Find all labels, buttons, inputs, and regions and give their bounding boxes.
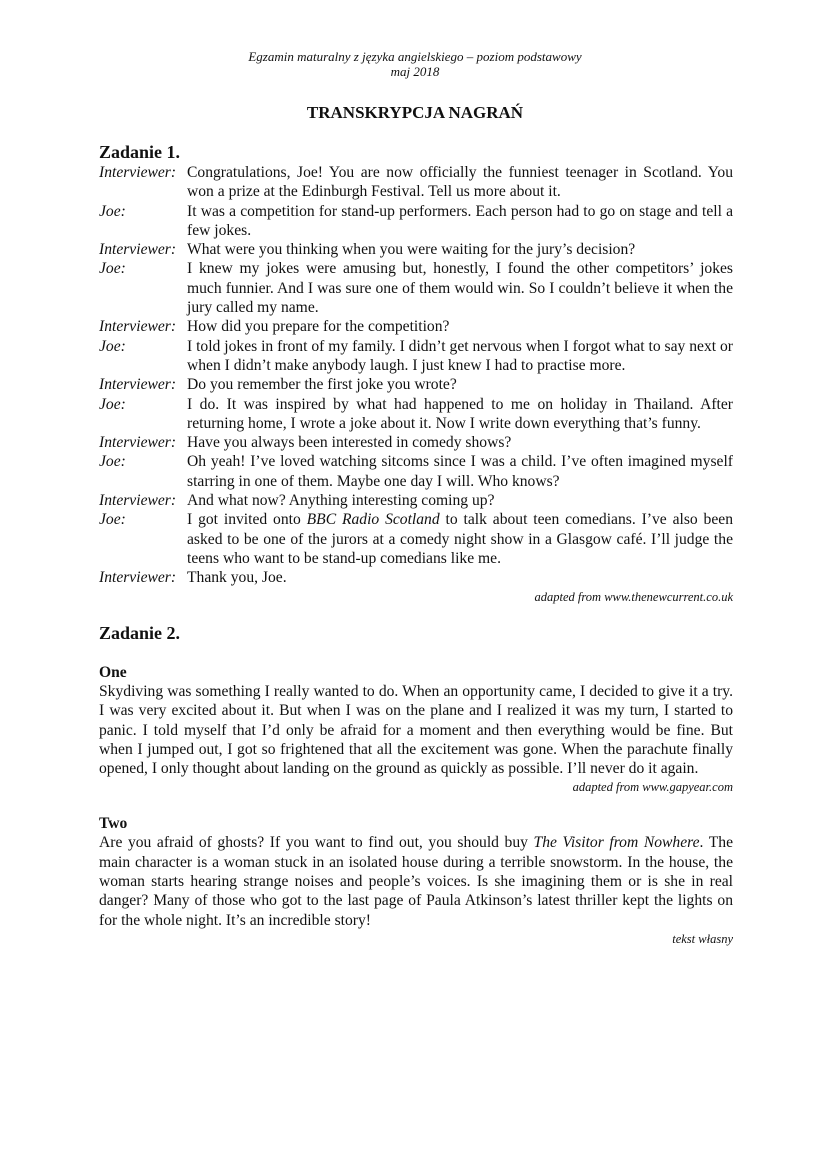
- dialogue-turn: [99, 375, 733, 394]
- dialogue-turn: [99, 202, 733, 241]
- dialogue-turn: [99, 510, 733, 568]
- task2-heading: Zadanie 2.: [99, 623, 181, 643]
- task2-section: [99, 622, 733, 949]
- utterance: What were you thinking when you were waiting for the jury’s decision?: [187, 241, 636, 259]
- dialogue-turn: [99, 259, 733, 317]
- speaker-label: Joe:: [99, 202, 126, 220]
- speaker-label: Interviewer:: [99, 376, 177, 394]
- task1-source: adapted from www.thenewcurrent.co.uk: [534, 589, 733, 604]
- text-two-source: tekst własny: [672, 931, 733, 946]
- utterance: I told jokes in front of my family. I didn’t get nervous when I forgot what to say next or when I didn’t make anybody laugh. I just knew I had to practise more.: [187, 337, 733, 374]
- dialogue-turn: [99, 240, 733, 259]
- speaker-label: Joe:: [99, 395, 126, 413]
- utterance: Oh yeah! I’ve loved watching sitcoms since I was a child. I’ve often imagined myself starring in one of them. Maybe one day I will. Who knows?: [187, 453, 733, 490]
- dialogue: [99, 163, 733, 588]
- text-two-body: [99, 833, 733, 929]
- dialogue-turn: [99, 568, 733, 587]
- dialogue-turn: [99, 337, 733, 376]
- utterance-part: I got invited onto: [187, 511, 307, 529]
- speaker-label: Interviewer:: [99, 569, 177, 587]
- dialogue-turn: [99, 163, 733, 202]
- speaker-label: Interviewer:: [99, 164, 177, 181]
- task1-heading: Zadanie 1.: [99, 142, 181, 162]
- page-title: TRANSKRYPCJA NAGRAŃ: [306, 103, 524, 122]
- utterance: Do you remember the first joke you wrote?: [187, 376, 457, 394]
- task1-section: [99, 141, 733, 607]
- exam-header: [0, 49, 830, 79]
- radio-station-name: BBC Radio Scotland: [306, 511, 440, 529]
- dialogue-turn: [99, 491, 733, 510]
- text-two-heading: Two: [99, 815, 128, 833]
- utterance: It was a competition for stand-up performers. Each person had to go on stage and tell a few jokes.: [187, 202, 733, 239]
- speaker-label: Interviewer:: [99, 241, 177, 259]
- speaker-label: Interviewer:: [99, 318, 177, 336]
- speaker-label: Interviewer:: [99, 434, 177, 452]
- dialogue-turn: [99, 433, 733, 452]
- utterance: How did you prepare for the competition?: [187, 318, 450, 336]
- text-two-after: . The main character is a woman stuck in an isolated house during a terrible snowstorm. In the house, the woman starts hearing strange noises and people’s voices. Is she imagining them or is she in real danger? Many of those who got to the last page of Paula Atkinson’s latest thriller kept the lights on for the whole night. It’s an incredible story!: [99, 834, 733, 929]
- text-one-source: adapted from www.gapyear.com: [572, 780, 733, 795]
- text-two-before: Are you afraid of ghosts? If you want to find out, you should buy: [99, 834, 534, 852]
- speaker-label: Joe:: [99, 260, 126, 278]
- speaker-label: Joe:: [99, 453, 126, 471]
- text-one-heading: One: [99, 664, 127, 681]
- utterance: Have you always been interested in comedy shows?: [187, 434, 512, 452]
- exam-header-line1: Egzamin maturalny z języka angielskiego – poziom podstawowy: [248, 49, 582, 64]
- dialogue-turn: [99, 452, 733, 491]
- utterance: Congratulations, Joe! You are now officially the funniest teenager in Scotland. You won a prize at the Edinburgh Festival. Tell us more about it.: [187, 164, 733, 201]
- text-one-body: Skydiving was something I really wanted to do. When an opportunity came, I decided to give it a try. I was very excited about it. But when I was on the plane and I realized it was my turn, I started to panic. I told myself that I’d only be afraid for a moment and then everything would be fine. But when I jumped out, I got so frightened that all the excitement was gone. When the parachute finally opened, I only thought about landing on the ground as quickly as possible. I’ll never do it again.: [99, 683, 733, 778]
- speaker-label: Interviewer:: [99, 492, 177, 510]
- utterance-part: to talk about teen comedians. I’ve also been asked to be one of the jurors at a comedy night show in a Glasgow café. I’ll judge the teens who want to be stand-up comedians like me.: [187, 511, 733, 567]
- utterance: Thank you, Joe.: [187, 569, 287, 587]
- dialogue-turn: [99, 395, 733, 434]
- book-title: The Visitor from Nowhere: [533, 834, 700, 852]
- dialogue-turn: [99, 317, 733, 336]
- utterance: And what now? Anything interesting coming up?: [187, 492, 495, 510]
- speaker-label: Joe:: [99, 511, 126, 529]
- exam-header-line2: maj 2018: [390, 64, 440, 79]
- speaker-label: Joe:: [99, 337, 126, 355]
- utterance: I knew my jokes were amusing but, honestly, I found the other competitors’ jokes much funnier. And I was sure one of them would win. So I couldn’t believe it when the jury called my name.: [187, 260, 733, 317]
- utterance: [187, 510, 733, 568]
- utterance: I do. It was inspired by what had happened to me on holiday in Thailand. After returning home, I wrote a joke about it. Now I write down everything that’s funny.: [187, 395, 733, 432]
